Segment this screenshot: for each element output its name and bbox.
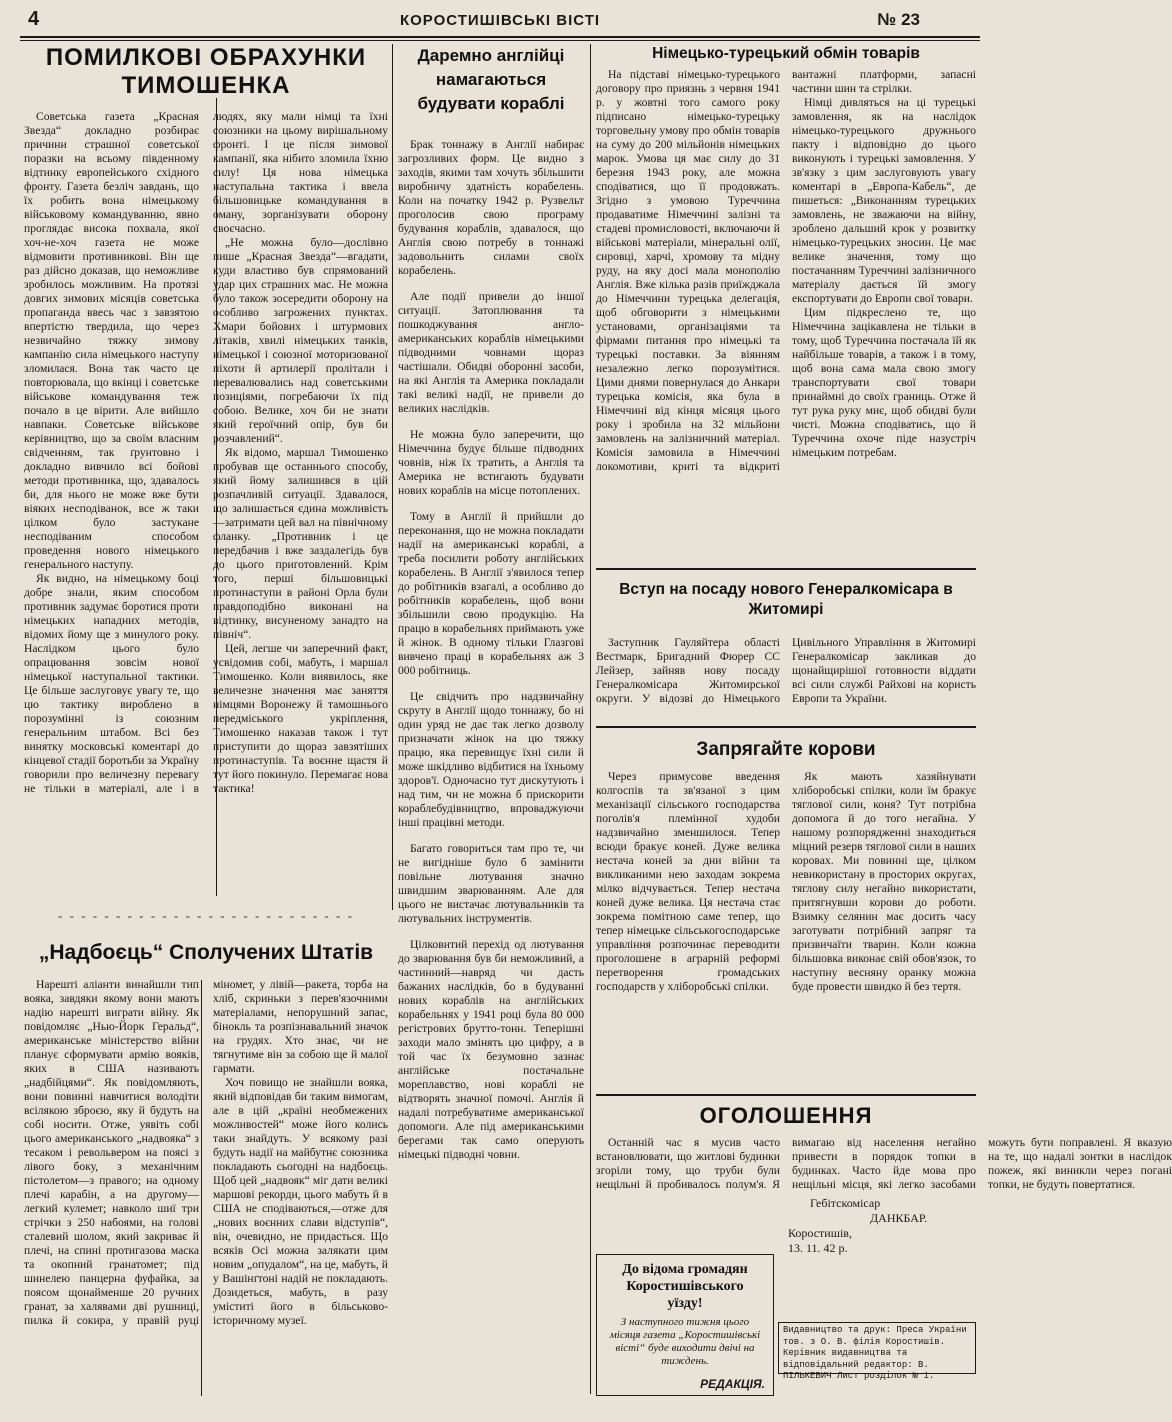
header-rule (20, 36, 980, 38)
article-title: Німецько-турецький обмін товарів (652, 45, 920, 62)
section-rule (596, 726, 976, 728)
article-nadboets: Нарешті аліанти винайшли тип вояка, завдяки якому вони мають надію нарешті виграти війну. Як повідомляє „Нью-Йорк Геральд“, американське міністерство війни планує сформувати армію вояків, яких в США називають „надбійцями“. Як повідомляють, вони повинні навчитися володіти всілякою зброєю, яку й будуть на собі носити. Отже, уявіть собі цього американського „надвояка“ з тесаком і револьвером на поясі з лівого боку, з механічним пістолетом—з правого; на одному плечі карабін, а на другому—легкий кулемет; навколо шиї три стрічки з 250 набоями, на голові сталевий шолом, який закриває й плечі, на спині протигазова маска та окопний гранатомет; під шинелею панцерна фуфайка, за поясом щонайменше 20 ручних гранат, за халявами дві рушниці, пилка й сокира, у правій руці міномет, у лівій—ракета, торба на хліб, скриньки з перев'язочними матеріалами, непорушний запас, бінокль та розпізнавальний значок на грудях. Хто знає, чи не тягнутиме він за собою ще й малої гармати. Хоч повищо не знайшли вояка, який відповідав би таким вимогам, але в цій „країні необмежених можливостей“ може його колись таки знайдуть. У всякому разі будуть надії на майбутнє союзника покладають сьогодні на надбоєць. Щоб цей „надвояк“ міг дати великі маршові рекорди, цього мабуть й в США не сподіваються,—отже для „нових воєнних слави відступів“, він, очевидно, не придасться. Що всяків Осі можна залякати цим новим „опудалом“, на це, мабуть, й у Вашінґтоні надій не покладають. Дозидеться, мабуть, в разу уміститі його в більськово-історичному музеї. (24, 978, 388, 1327)
announcement-body: Останній час я мусив часто встановлювати, що житлові будинки згоріли тому, що труби були нещільні й пробивалось полум'я. Я вимагаю від населення негайно привести в порядок топки в будинках. Часто йде мова про нещільні місця, які легко засобами можуть бути поправлені. Я вказую на те, що надалі зонтки в наслідок пожеж, які виникли через погані топки, не будуть повертатися. (596, 1136, 1172, 1191)
column-separator (590, 44, 591, 1394)
notice-signature: РЕДАКЦІЯ. (700, 1377, 765, 1391)
section-rule (596, 568, 976, 570)
imprint: Видавництво та друк: Преса України тов. з О. В. філія Коростишів. Керівник видавництва та відповідальний редактор: В. ПІЛЬКЕВИЧ Лист розділок № 1. (778, 1322, 976, 1374)
article-ships: Брак тоннажу в Англії набирає загрозливих форм. Це видно з заходів, якими там хочуть збільшити виробничу здатність корабелень. Коли на початку 1942 р. Рузвельт проголосив свою програму будування кораблів, здавалося, що Англія свою потребу в тоннажі задовольнить силами своїх корабелень. Але події привели до іншої ситуації. Затоплювання та пошкоджування англо-американських кораблів німецькими підводними човнами щораз частішали. Обидві оборонні засоби, на які Англія та Америка покладали такі великі надії, не привели до великих наслідків. Не можна було заперечити, що Німеччина будує більше підводних човнів, ніж їх тратить, а Англія та Америка не встигають будувати нових кораблів на місце потоплених. Тому в Англії й прийшли до переконання, що не можна покладати надії на американські кораблі, а треба посилити роботу англійських корабелень. В Англії з'явилося тепер до робітників взагалі, а особливо до робітників корабелень, щоб вони збільшили свою продукцію. На працю в корабельнях приймають уже й жінок. В одному тільки Глазгові вивчено праці в корабельнях аж 3 000 робітниць. Це свідчить про надзвичайну скруту в Англії щодо тоннажу, бо ні один уряд не дає так легко дозволу призначати жінок на цю тяжку працю, яка перевищує їхні сили й може шкідливо відбитися на їхньому здоров'ї. Одночасно тут дискутують і над тим, чи не можна б прискорити кораблебудівництво, впроваджуючи інші працівні методи. Багато говориться там про те, чи не вигідніше було б замінити повільне лютування значно швидшим зварюванням. Але для цього не вистачає лютувальників та лютувальних інструментів. Цілковитий перехід од лютування до зварювання був би неможливий, а частинний—навряд чи дасть бажаних наслідків, бо в будуванні нових кораблів на англійських корабельнях у 1941 році була 80 000 регістрових брутто-тонн. Теперішні заходи мало змінять цю цифру, а в той час їх безумовно зазнає англійське постачальне мореплавство, нові кораблі не відтворять значної помочі. Англія й надалі потребуватиме американської допомоги. Але під американськими берегами так само оперують німецькі підводні човни. (398, 138, 584, 1161)
paper-name: КОРОСТИШІВСЬКІ ВІСТІ (399, 12, 601, 29)
article-title: Вступ на посаду нового Генералкомісара в Житомирі (619, 581, 953, 618)
article-title: „Надбоєць“ Сполучених Штатів (38, 941, 374, 964)
article-title: Запрягайте корови (696, 739, 876, 760)
article-trade: На підставі німецько-турецького договору про приязнь з червня 1941 р. у жовтні того самого року підписано німецько-турецьку торговельну умову про обмін товарів на суму до 200 мільйонів німецьких марок. Умова ця має силу до 31 березня 1943 року, але можна сподіватися, що її продовжать. Згідно з умовою Туреччина продаватиме Німеччині залізні та стадеві промисловості, включаючи й військові матеріали, мінеральні олії, сировці, харчі, хромову та мідну руду, на яку досі мала монополію Англія. Вже кілька разів приїжджала до Німеччини турецька делегація, щоб обговорити з німецькими установами, організаціями та фірмами питання про німецькі та турецькі поставки. За віянням незалежно легко порозумітися. Цими днями повернулася до Анкари турецька комісія, яка була в Німеччині від кінця місяця цього року і зробила на 32 мільйони замовлень на залізничний матеріал. Комісія замовила в Німеччині локомотиви, криті та відкриті вантажні платформи, запасні частини шин та стрілки. Німці дивляться на ці турецькі замовлення, як на наслідок німецько-турецького дружнього пакту і відповідно до цього виконують і турецькі замовлення. У зв'язку з цим заслуговують увагу коментарі в „Европа-Кабель“, де пишеться: „Виконанням турецьких замовлень, не зважаючи на війну, зроблено дальший крок у розвитку німецько-турецьких зносин. Це має велике значення, тому що постачанням Туреччині залізничного матеріалу дається їй змогу експортувати до Европи свої товари. Цим підкреслено те, що Німеччина зацікавлена не тільки в тому, щоб Туреччина постачала їй як найбільше товарів, а також і в тому, щоб вона сама мала свою змогу транспортувати свої товари принаймні до своїх границь. Отже й тут рука руку миє, щоб обидві були чисті. Можна сподіватись, що й Туреччина охоче піде назустріч німецьким потребам. (596, 68, 976, 473)
header-rule-thin (20, 40, 980, 41)
article-timoshenko (24, 44, 388, 100)
notice-box: До відома громадян Коростишівського уїзду! З наступного тижня цього місяця газета „Коростишівські вісті“ буде виходити двічі на тиждень. РЕДАКЦІЯ. (596, 1254, 774, 1396)
article-title: Даремно англійці намагаються будувати кораблі (417, 46, 565, 113)
announcement-signature: Гебітскомісар ДАНКБАР. Коростишів, 13. 11. 42 р. (788, 1196, 928, 1255)
article-cows: Через примусове введення колгоспів та зв'язаної з цим механізації сільського господарства поголів'я племінної худоби надзвичайно зменшилося. Тепер всюди бракує коней. Дуже велика нестача коней за дни війни та викликаними нею заходам зокрема мілко відчувається. Тепер нестача коней дуже велика. Ця нестача стає зокрема помітною саме тепер, що тепер німецьке сільськогосподарське управління розпочинає переводити проголошене в аграрній реформі перетворення громадських господарств у хліборобські спілки. Як мають хазяйнувати хліборобські спілки, коли їм бракує тяглової сили, коня? Тут потрібна допомога й до того негайна. У нашому розпорядженні знаходиться міцний резерв тяглової сили в наших коровах. Ми повинні ще, цілком невикористану в просторих округах, тяглову силу негайно використати, притягнувши корови до роботи. Взимку селянин має досить часу заготувати потрібний запряг та призвичаїти тварин. Коли кожна більшовка виконає свій обов'язок, то наступну весняну оранку можна буде провести швидко й без тертя. (596, 770, 976, 993)
issue-number: № 23 (877, 10, 920, 29)
column-separator (392, 44, 393, 910)
column-separator (201, 980, 202, 1396)
section-rule (596, 1094, 976, 1096)
article-commissioner: Заступник Гауляйтера області Вестмарк, Бригадний Фюрер СС Лейзер, зайняв нову посаду Генералкомісара Житомирської округи. У відозві до Німецького Цивільного Управління в Житомирі Генералкомісар закликав до щонайщирішої готовности віддати всі сили службі Райхові на користь Европи та України. (596, 636, 976, 705)
article-title: ПОМИЛКОВІ ОБРАХУНКИ ТИМОШЕНКА (45, 44, 367, 99)
masthead (20, 8, 980, 32)
article-title: ОГОЛОШЕННЯ (699, 1103, 873, 1128)
article-body: Советська газета „Красная Звезда“ докладно розбирає причини страшної советської поразки на всьому південному відтинку европейського східного фронту. Газета безліч завдань, що їх робить вона німецькому військовому командуванню, явно проглядає висока похвала, якої хоч-не-хоч газета не може відмовити противникові. Він ще раз дійсно доказав, що неможливе зробилось можливим. На протязі довгих зимових місяців советська пропаганда ввесь час з завзятою впертістю твердила, що через незвичайно тяжку зимову кампанію сила німецького наступу зломилася. Вона так часто це повторювала, що вкінці і советське військове командування теж почало в це вірити. Але вийшло навпаки. Советське військове керівництво, що за своїм власним свідченням, так ґрунтовно і докладно вивчило всі бойові методи противника, що, здавалось би, для нього не може вже бути віяких несподіванок, все ж таки цілком було застукане несподіваним способом проведення нового німецького генерального наступу. Як видно, на німецькому боці добре знали, яким способом противник задумає боротися проти німецьких нападних методів, відомих йому ще з минулого року. Наслідком цього було опрацювання зовсім нової німецької наступальної тактики. Це більше заслуговує увагу те, що цю тактику вироблено в порозумінні із союзним генеральним штабом. Всі без винятку московські коментарі до кінцевої стадії боротьби за Україну говорили про величезну перевагу не тільки в матеріалі, але і в людях, яку мали німці та їхні союзники на цьому вирішальному фронті. І це після зимової кампанії, яка нібито зломила їхню силу! Ця нова німецька наступальна тактика і ввела більшовицьке командування в оману, зорганізувати оборону своєчасно. „Не можна було—дослівно пише „Красная Звезда“—вгадати, куди властиво був спрямований удар цих страшних мас. Не можна було також зосередити оборону на особливо загрожених пунктах. Хмари бойових і штурмових літаків, хвилі німецьких танків, німецької і союзної моторизованої піхоти й артилерії пролітали і перевалювались над советськими позиціями, погребаючи їх під собою. Велике, хоч би не знати який героїчний опір, був би розчавлений“. Як відомо, маршал Тимошенко пробував ще останнього способу, який йому залишився в цій розпачливій ситуації. Здавалося, що залишається єдина можливість—затримати цей вал на північному фланку. „Противник і це передбачив і вже заздалегідь був до цього приготовлений. Крім того, перші більшовицькі протинаступи в районі Орла були правдоподібно виконані на відтинку, висуненому занадто на північ“. Цей, легше чи заперечний факт, усвідомив собі, мабуть, і маршал Тимошенко. Коли виявилось, яке величезне значення має заняття німцями Воронежу й тамошнього передміського укріплення, Тимошенко наказав також і тут приступити до щораз завзятіших протинаступів. Та воєнне щастя й тут його покинуло. Перемагає нова тактика! (24, 110, 388, 795)
ornament-divider: - - - - - - - - - - - - - - - - - - - - - - - - - - (58, 908, 354, 923)
page-number: 4 (28, 8, 40, 30)
